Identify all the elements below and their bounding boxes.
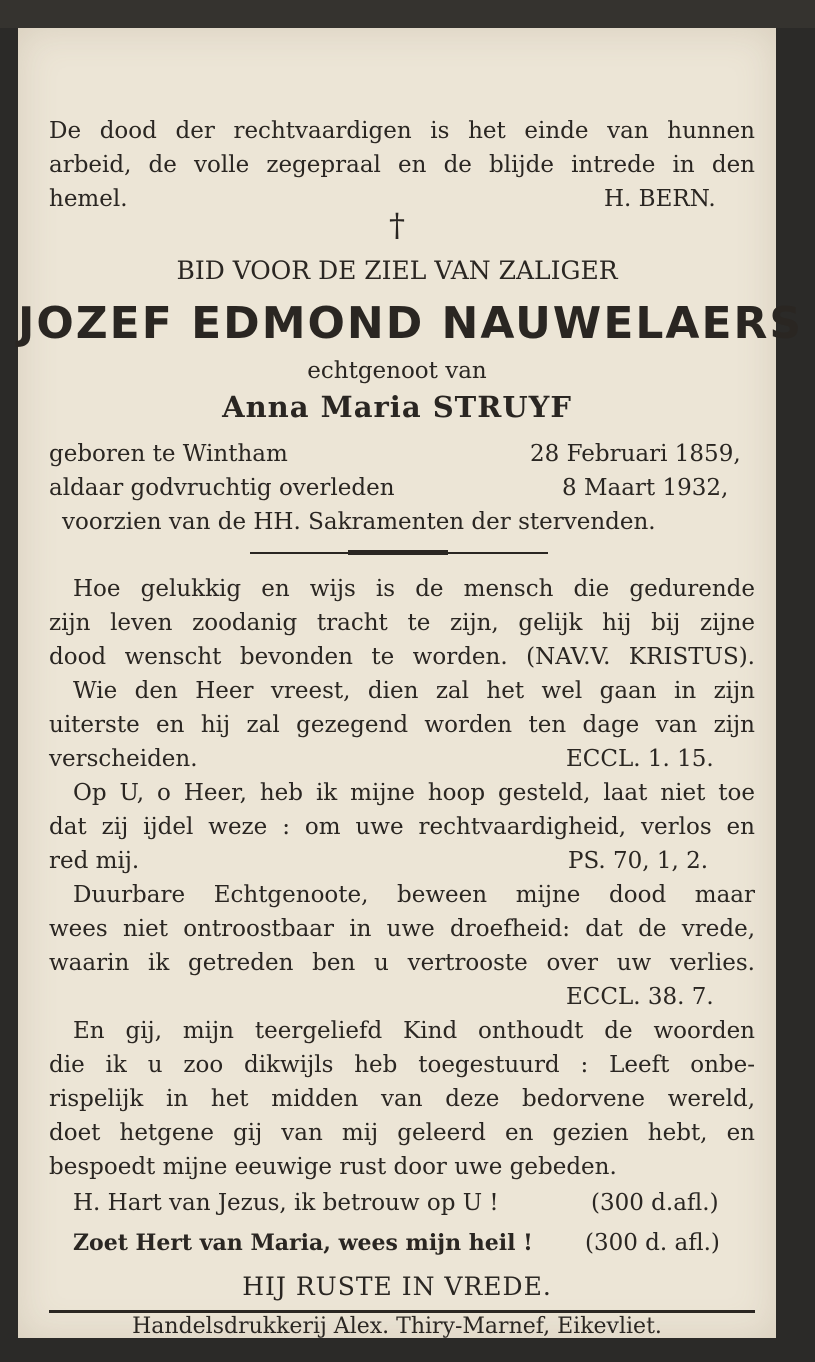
prayer-heading: BID VOOR DE ZIEL VAN ZALIGER — [176, 256, 618, 285]
epigraph-source: H. BERN. — [604, 186, 716, 212]
prayer-mary-indulgence: (300 d. afl.) — [585, 1230, 720, 1256]
prayer-sacred-heart: H. Hart van Jezus, ik betrouw op U ! — [73, 1190, 499, 1216]
verse2-line-2: uiterste en hij zal gezegend worden ten dage van zijn — [49, 712, 755, 738]
card-top-edge — [0, 0, 815, 28]
ornament-divider-center — [348, 550, 448, 555]
verse5-line-4: doet hetgene gij van mij geleerd en gezien hebt, en — [49, 1120, 755, 1146]
verse4-line-1: Duurbare Echtgenoote, beween mijne dood maar — [73, 882, 755, 908]
printer-credit: Handelsdrukkerij Alex. Thiry-Marnef, Eikevliet. — [132, 1314, 662, 1339]
verse2-line-3: verscheiden. — [49, 746, 198, 772]
verse5-line-2: die ik u zoo dikwijls heb toegestuurd : Leeft onbe- — [49, 1052, 755, 1078]
deceased-name: JOZEF EDMOND NAUWELAERS — [18, 298, 804, 349]
verse4-line-3: waarin ik getreden ben u vertrooste over uw verlies. — [49, 950, 755, 976]
birth-label: geboren te Wintham — [49, 441, 288, 467]
verse3-line-1: Op U, o Heer, heb ik mijne hoop gesteld, laat niet toe — [73, 780, 755, 806]
epigraph-line-3: hemel. — [49, 186, 128, 212]
verse1-line-3: dood wenscht bevonden te worden. (NAV.V. KRISTUS). — [49, 644, 755, 670]
sacraments-line: voorzien van de HH. Sakramenten der stervenden. — [62, 509, 656, 535]
cross-icon: † — [389, 206, 405, 244]
verse3-line-3: red mij. — [49, 848, 140, 874]
epigraph-line-1: De dood der rechtvaardigen is het einde van hunnen — [49, 118, 755, 144]
verse5-line-3: rispelijk in het midden van deze bedorvene wereld, — [49, 1086, 755, 1112]
verse3-source: PS. 70, 1, 2. — [568, 848, 709, 874]
verse1-line-1: Hoe gelukkig en wijs is de mensch die gedurende — [73, 576, 755, 602]
spouse-intro: echtgenoot van — [307, 358, 487, 384]
spouse-name: Anna Maria STRUYF — [222, 390, 572, 424]
verse4-source: ECCL. 38. 7. — [566, 984, 714, 1010]
verse2-line-1: Wie den Heer vreest, dien zal het wel gaan in zijn — [73, 678, 755, 704]
memorial-card — [18, 28, 804, 1339]
death-date: 8 Maart 1932, — [562, 475, 729, 501]
verse5-line-1: En gij, mijn teergeliefd Kind onthoudt de woorden — [73, 1018, 755, 1044]
verse1-line-2: zijn leven zoodanig tracht te zijn, gelijk hij bij zijne — [49, 610, 755, 636]
death-label: aldaar godvruchtig overleden — [49, 475, 395, 501]
prayer-mary: Zoet Hert van Maria, wees mijn heil ! — [73, 1230, 533, 1256]
footer-rule — [49, 1310, 755, 1313]
verse3-line-2: dat zij ijdel weze : om uwe rechtvaardigheid, verlos en — [49, 814, 755, 840]
prayer-sacred-heart-indulgence: (300 d.afl.) — [591, 1190, 719, 1216]
epigraph-line-2: arbeid, de volle zegepraal en de blijde intrede in den — [49, 152, 755, 178]
birth-date: 28 Februari 1859, — [530, 441, 741, 467]
verse5-line-5: bespoedt mijne eeuwige rust door uwe gebeden. — [49, 1154, 617, 1180]
closing-line: HIJ RUSTE IN VREDE. — [242, 1272, 552, 1301]
verse2-source: ECCL. 1. 15. — [566, 746, 714, 772]
verse4-line-2: wees niet ontroostbaar in uwe droefheid: dat de vrede, — [49, 916, 755, 942]
